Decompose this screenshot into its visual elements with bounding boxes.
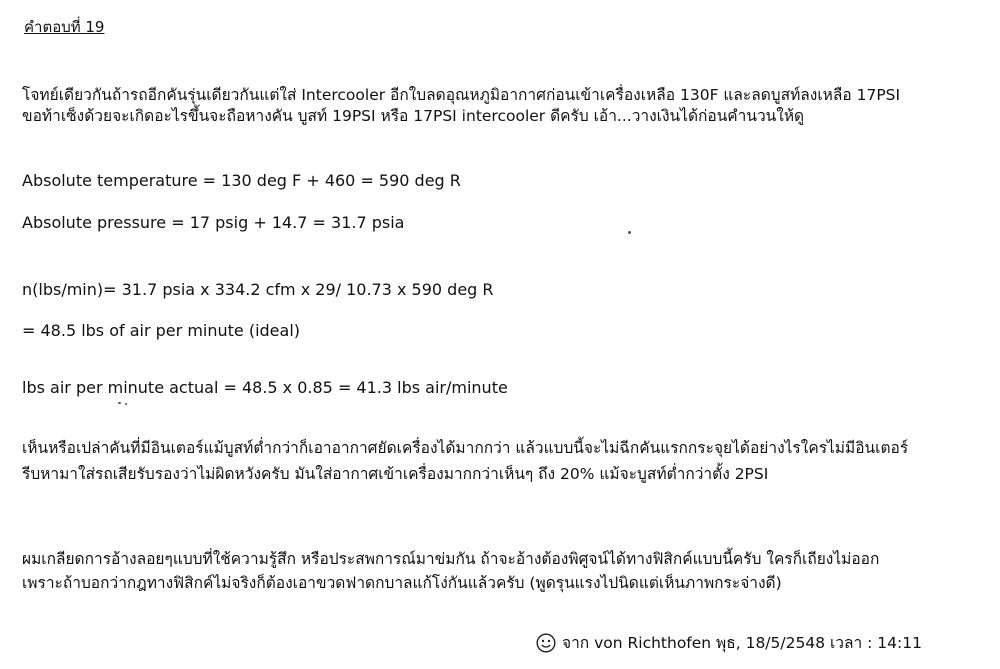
formula-airflow: n(lbs/min)= 31.7 psia x 334.2 cfm x 29/ 10.73 x 590 deg R bbox=[22, 280, 494, 299]
doc-title: คำตอบที่ 19 bbox=[24, 18, 105, 36]
formula-actual: lbs air per minute actual = 48.5 x 0.85 = 41.3 lbs air/minute bbox=[22, 378, 508, 397]
answer-line-2: รีบหามาใส่รถเสียรับรองว่าไม่ผิดหวังครับ มันใส่อากาศเข้าเครื่องมากกว่าเห็นๆ ถึง 20% แม้จะบูสท์ต่ำกว่าตั้ง 2PSI bbox=[22, 465, 769, 483]
formula-pressure: Absolute pressure = 17 psig + 14.7 = 31.7 psia bbox=[22, 213, 405, 232]
footer-text: จาก von Richthofen พุธ, 18/5/2548 เวลา : 14:11 bbox=[562, 634, 922, 652]
formula-temperature: Absolute temperature = 130 deg F + 460 = 590 deg R bbox=[22, 171, 461, 190]
scan-speck bbox=[125, 403, 127, 405]
closing-line-1: ผมเกลียดการอ้างลอยๆแบบที่ใช้ความรู้สึก หรือประสพการณ์มาข่มกัน ถ้าจะอ้างต้องพิศูจน์ได้ทางฟิสิกค์แบบนี้ครับ ใครก็เถียงไม่ออก bbox=[22, 550, 880, 568]
smiley-icon bbox=[536, 633, 556, 653]
scan-speck bbox=[118, 402, 121, 404]
answer-line-1: เห็นหรือเปล่าคันที่มีอินเตอร์แม้บูสท์ต่ำกว่าก็เอาอากาศยัดเครื่องได้มากกว่า แล้วแบบนี้จะไม่ฉีกคันแรกกระจุยได้อย่างไรใครไม่มีอินเตอร์ bbox=[22, 439, 909, 457]
formula-ideal: = 48.5 lbs of air per minute (ideal) bbox=[22, 321, 301, 340]
scan-speck bbox=[628, 231, 631, 234]
closing-line-2: เพราะถ้าบอกว่ากฎทางฟิสิกค์ไม่จริงก็ต้องเอาขวดฟาดกบาลแก้โง่กันแล้วครับ (พูดรุนแรงไปนิดแต่เห็นภาพกระจ่างดี) bbox=[22, 574, 782, 592]
question-line-2: ขอท้าเซ็งด้วยจะเกิดอะไรขึ้นจะถือหางคัน บูสท์ 19PSI หรือ 17PSI intercooler ดีครับ เอ้า...วางเงินได้ก่อนคำนวนให้ดู bbox=[22, 107, 805, 125]
question-line-1: โจทย์เดียวกันถ้ารถอีกคันรุ่นเดียวกันแต่ใส่ Intercooler อีกใบลดอุณหภูมิอากาศก่อนเข้าเครื่องเหลือ 130F และลดบูสท์ลงเหลือ 17PSI bbox=[22, 86, 901, 104]
post-footer bbox=[536, 631, 922, 655]
